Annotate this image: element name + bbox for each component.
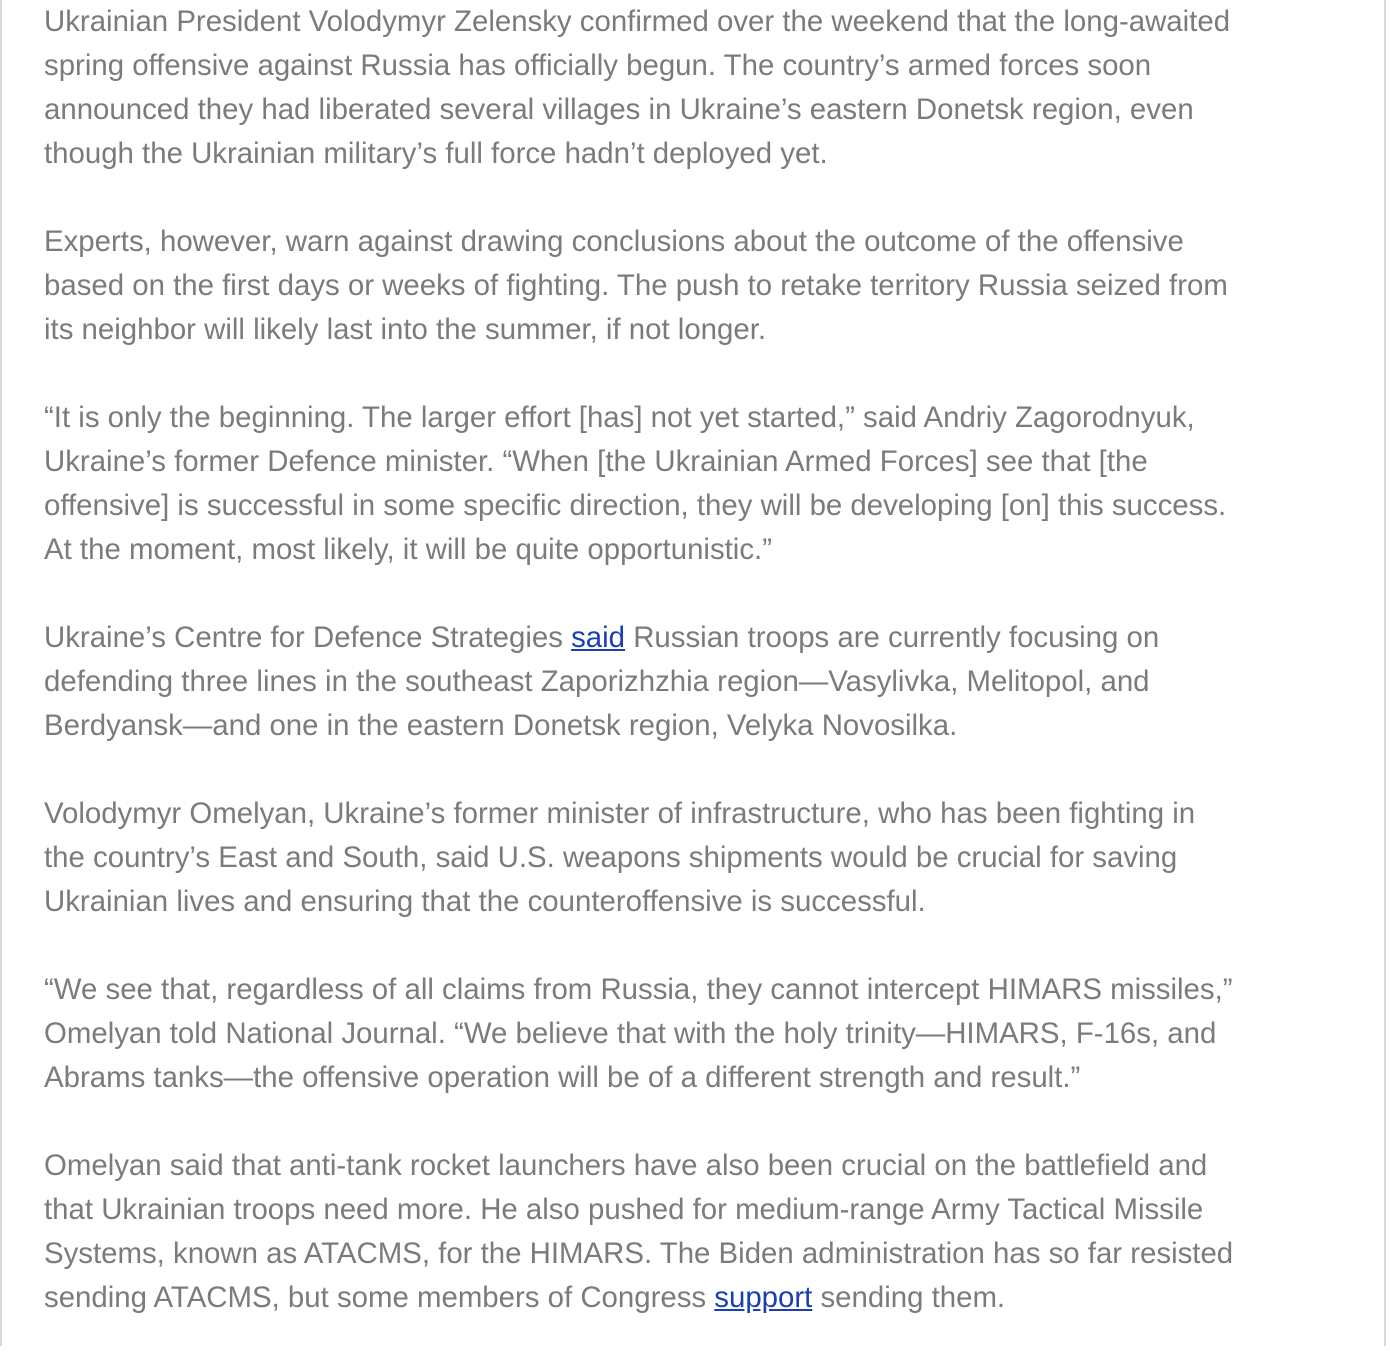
text-line: Systems, known as ATACMS, for the HIMARS. The Biden administration has so far resisted <box>44 1237 1234 1270</box>
paragraph-experts-warning <box>44 220 1354 352</box>
text-line: spring offensive against Russia has officially begun. The country’s armed forces soon <box>44 49 1152 82</box>
text-line <box>44 1276 1354 1320</box>
text-line: Omelyan told National Journal. “We believe that with the holy trinity—HIMARS, F-16s, and <box>44 1017 1217 1050</box>
support-link[interactable]: support <box>714 1281 813 1314</box>
text-line: defending three lines in the southeast Zaporizhzhia region—Vasylivka, Melitopol, and <box>44 665 1150 698</box>
text-line: “It is only the beginning. The larger effort [has] not yet started,” said Andriy Zagorodnyuk, <box>44 401 1195 434</box>
paragraph-omelyan-weapons <box>44 792 1354 924</box>
text-line: Berdyansk—and one in the eastern Donetsk region, Velyka Novosilka. <box>44 709 958 742</box>
paragraph-zagorodnyuk-quote <box>44 396 1354 572</box>
paragraph-defence-strategies <box>44 616 1354 748</box>
text-line: its neighbor will likely last into the summer, if not longer. <box>44 313 767 346</box>
text-line: Abrams tanks—the offensive operation will be of a different strength and result.” <box>44 1061 1081 1094</box>
text-line: Experts, however, warn against drawing conclusions about the outcome of the offensive <box>44 225 1184 258</box>
text-line: Omelyan said that anti-tank rocket launchers have also been crucial on the battlefield and <box>44 1149 1208 1182</box>
text-line: At the moment, most likely, it will be quite opportunistic.” <box>44 533 772 566</box>
text-line: offensive] is successful in some specific direction, they will be developing [on] this success. <box>44 489 1227 522</box>
text-line: Ukrainian President Volodymyr Zelensky confirmed over the weekend that the long-awaited <box>44 5 1231 38</box>
text-line: Ukraine’s former Defence minister. “When [the Ukrainian Armed Forces] see that [the <box>44 445 1148 478</box>
text-line: based on the first days or weeks of fighting. The push to retake territory Russia seized from <box>44 269 1228 302</box>
text-segment: sending them. <box>812 1281 1006 1314</box>
text-line: “We see that, regardless of all claims from Russia, they cannot intercept HIMARS missiles,” <box>44 973 1233 1006</box>
text-line: though the Ukrainian military’s full force hadn’t deployed yet. <box>44 137 828 170</box>
text-segment: Russian troops are currently focusing on <box>625 621 1160 654</box>
text-line: that Ukrainian troops need more. He also pushed for medium-range Army Tactical Missile <box>44 1193 1204 1226</box>
text-line: the country’s East and South, said U.S. weapons shipments would be crucial for saving <box>44 841 1178 874</box>
text-line: Ukrainian lives and ensuring that the counteroffensive is successful. <box>44 885 926 918</box>
paragraph-himars-quote <box>44 968 1354 1100</box>
paragraph-atacms <box>44 1144 1354 1320</box>
text-segment: sending ATACMS, but some members of Congress <box>44 1281 715 1314</box>
text-line: Volodymyr Omelyan, Ukraine’s former minister of infrastructure, who has been fighting in <box>44 797 1196 830</box>
article-body <box>44 0 1354 1364</box>
text-line <box>44 616 1354 660</box>
paragraph-zelensky-offensive <box>44 0 1354 176</box>
text-segment: Ukraine’s Centre for Defence Strategies <box>44 621 572 654</box>
text-line: announced they had liberated several villages in Ukraine’s eastern Donetsk region, even <box>44 93 1194 126</box>
said-link[interactable]: said <box>571 621 626 654</box>
